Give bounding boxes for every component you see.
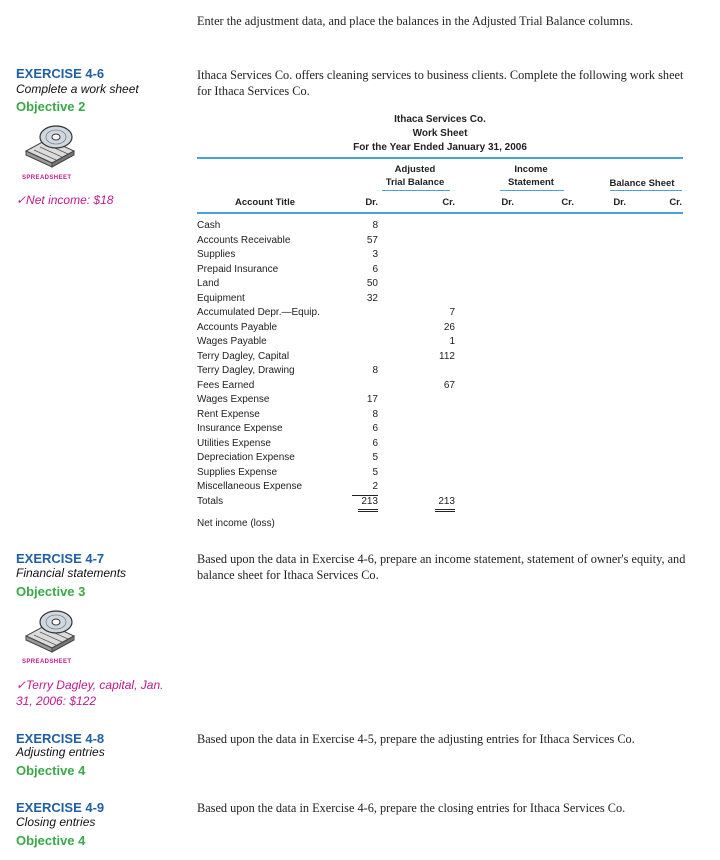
is-dr-header: Dr. [501,197,514,208]
account-title-cell: Fees Earned [197,379,255,391]
exercise-4-9-subtitle: Closing entries [16,815,96,829]
account-title-cell: Prepaid Insurance [197,263,279,275]
worksheet-top-rule [197,157,683,159]
exercise-4-9-objective: Objective 4 [16,833,86,848]
atb-debit-cell: 57 [366,234,378,246]
atb-credit-cell: 7 [449,307,455,318]
balance-header-rule [610,190,682,191]
account-title-cell: Wages Expense [197,394,270,405]
worksheet-period: For the Year Ended January 31, 2006 [353,142,527,153]
atb-debit-cell: 32 [366,292,378,304]
adjusted-header-line1: Adjusted [394,164,436,175]
exercise-4-6-body: Ithaca Services Co. offers cleaning services to business clients. Complete the following work sheet for Ithaca Services Co. [197,68,684,98]
account-title-cell: Terry Dagley, Capital [197,350,290,362]
exercise-4-6-answer: ✓Net income: $18 [16,193,114,207]
account-title-cell: Land [197,278,220,289]
total-credit: 213 [435,495,455,513]
exercise-4-8-subtitle: Adjusting entries [16,745,105,759]
account-title-cell: Terry Dagley, Drawing [197,365,295,376]
account-title-header: Account Title [235,197,295,208]
atb-debit-cell: 8 [372,220,378,231]
worksheet-title: Work Sheet [412,128,468,139]
exercise-4-6-heading: EXERCISE 4-6 [16,66,105,81]
account-title-cell: Supplies [197,249,236,260]
adjusted-header-line2: Trial Balance [385,177,445,188]
exercise-4-8-heading: EXERCISE 4-8 [16,731,105,746]
account-title-cell: Depreciation Expense [197,452,295,463]
exercise-4-9-heading: EXERCISE 4-9 [16,800,105,815]
spreadsheet-label: SPREADSHEET [22,659,72,665]
atb-debit-cell: 17 [366,394,378,405]
is-cr-header: Cr. [561,197,574,208]
intro-text: Enter the adjustment data, and place the balances in the Adjusted Trial Balance columns. [197,14,634,28]
exercise-4-7-objective: Objective 3 [16,584,86,599]
atb-debit-cell: 2 [352,480,378,496]
exercise-4-7-answer: ✓Terry Dagley, capital, Jan. 31, 2006: $122 [16,678,164,708]
atb-debit-cell: 3 [372,249,378,260]
account-title-cell: Equipment [197,292,245,304]
exercise-4-8-objective: Objective 4 [16,763,86,778]
atb-debit-cell: 5 [372,452,378,463]
atb-credit-cell: 26 [443,321,455,333]
atb-debit-cell: 8 [372,408,378,420]
atb-cr-header: Cr. [442,197,455,208]
exercise-4-8-body: Based upon the data in Exercise 4-5, prepare the adjusting entries for Ithaca Services Co. [197,732,635,746]
atb-credit-cell: 67 [443,379,455,391]
account-title-cell: Utilities Expense [197,437,271,449]
worksheet-header-rule [197,212,683,214]
exercise-4-7-heading: EXERCISE 4-7 [16,551,105,566]
atb-debit-cell: 6 [372,423,378,434]
total-debit: 213 [358,495,378,513]
atb-debit-cell: 6 [372,437,378,449]
atb-debit-cell: 8 [372,365,378,376]
income-header-rule [500,190,564,191]
income-header-line1: Income [514,164,548,175]
account-title-cell: Wages Payable [197,336,267,347]
spreadsheet-cd-icon [22,121,78,169]
account-title-cell: Accounts Receivable [197,234,291,246]
account-title-cell: Miscellaneous Expense [197,481,303,492]
exercise-4-6-subtitle: Complete a work sheet [16,82,139,96]
atb-debit-cell: 50 [366,278,378,289]
balance-sheet-header: Balance Sheet [609,178,675,189]
bs-cr-header: Cr. [669,197,682,208]
atb-credit-cell: 1 [449,336,455,347]
account-title-cell: Rent Expense [197,408,260,420]
exercise-4-7-body: Based upon the data in Exercise 4-6, prepare an income statement, statement of owner's equity, and balance sheet for Ithaca Services Co. [197,552,686,582]
exercise-4-7-subtitle: Financial statements [16,566,127,580]
account-title-cell: Cash [197,220,221,231]
atb-dr-header: Dr. [365,197,378,208]
spreadsheet-cd-icon [22,606,78,654]
account-title-cell: Accounts Payable [197,321,278,333]
exercise-4-9-body: Based upon the data in Exercise 4-6, prepare the closing entries for Ithaca Services Co. [197,801,626,815]
atb-debit-cell: 5 [372,466,378,478]
income-header-line2: Statement [508,177,554,188]
account-title-cell: Accumulated Depr.—Equip. [197,307,320,318]
net-income-label: Net income (loss) [197,517,275,529]
adjusted-header-rule [382,190,450,191]
spreadsheet-label: SPREADSHEET [22,175,72,181]
account-title-cell: Supplies Expense [197,466,278,478]
bs-dr-header: Dr. [613,197,626,208]
atb-debit-cell: 6 [372,263,378,275]
exercise-4-6-objective: Objective 2 [16,99,86,114]
totals-label: Totals [197,495,224,507]
account-title-cell: Insurance Expense [197,423,283,434]
worksheet-company: Ithaca Services Co. [394,114,486,125]
atb-credit-cell: 112 [439,350,455,362]
